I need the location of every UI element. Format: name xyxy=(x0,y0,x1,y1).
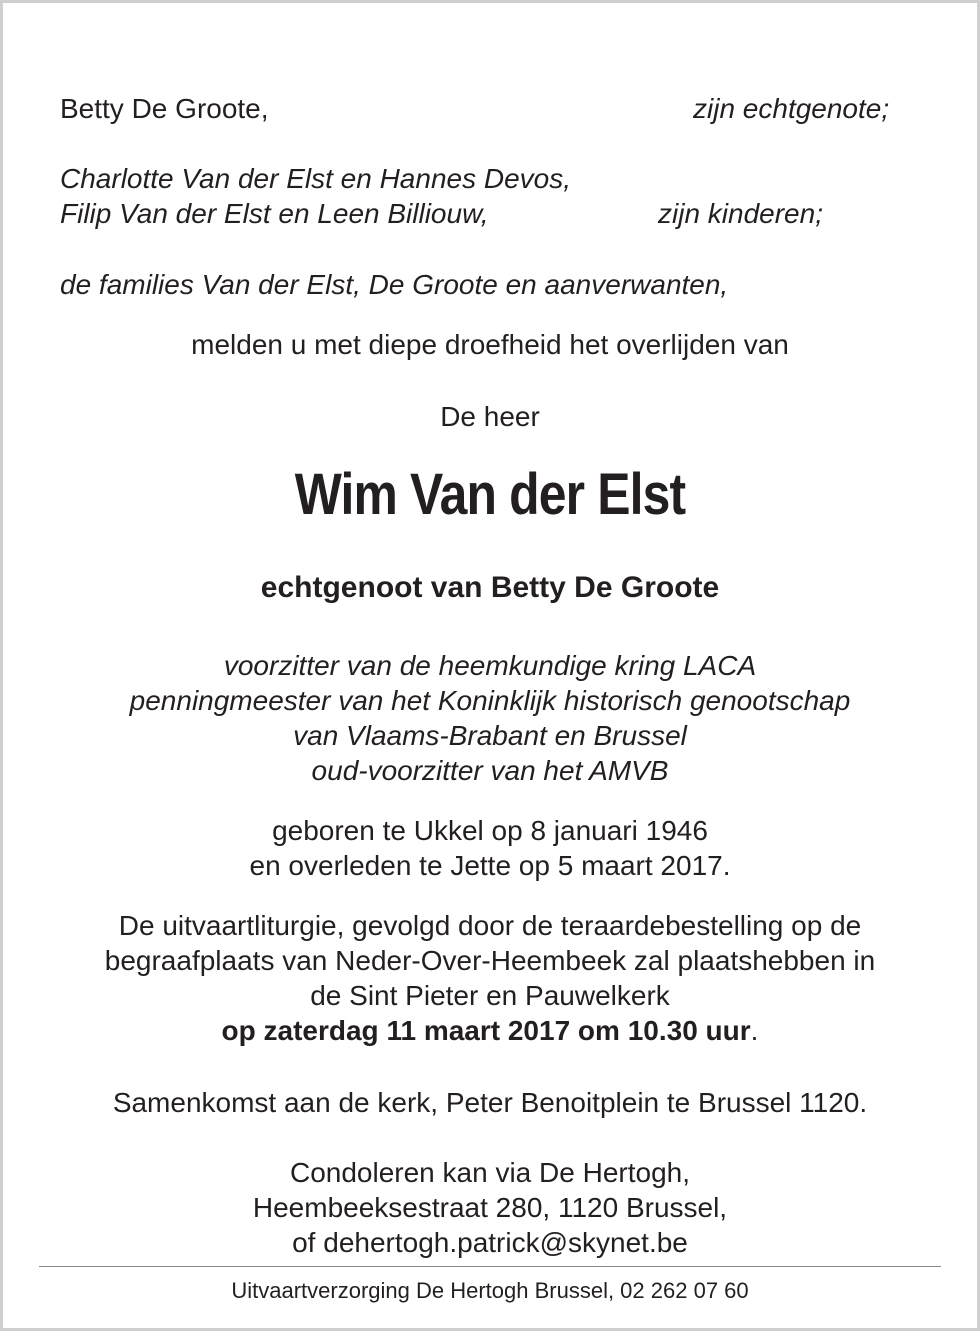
spouse-role: zijn echtgenote; xyxy=(693,93,890,124)
deceased-name: Wim Van der Elst xyxy=(294,462,686,527)
footer-divider xyxy=(39,1266,941,1267)
children-line-2: Filip Van der Elst en Leen Billiouw, xyxy=(60,198,489,229)
death-line: en overleden te Jette op 5 maart 2017. xyxy=(249,850,731,881)
subtitle: echtgenoot van Betty De Groote xyxy=(260,571,720,604)
children-line-1: Charlotte Van der Elst en Hannes Devos, xyxy=(60,163,572,194)
salutation: De heer xyxy=(440,401,540,432)
birth-line: geboren te Ukkel op 8 januari 1946 xyxy=(272,815,708,846)
funeral-line-3: de Sint Pieter en Pauwelkerk xyxy=(310,980,670,1011)
function-line-2: penningmeester van het Koninklijk historisch genootschap xyxy=(129,685,851,716)
funeral-line-2: begraafplaats van Neder-Over-Heembeek zal plaatshebben in xyxy=(104,945,876,976)
condolences-line-2: Heembeeksestraat 280, 1120 Brussel, xyxy=(252,1192,728,1223)
funeral-date xyxy=(3,1013,977,1048)
funeral-date-time: op zaterdag 11 maart 2017 om 10.30 uur xyxy=(221,1015,751,1046)
footer-text: Uitvaartverzorging De Hertogh Brussel, 02 262 07 60 xyxy=(231,1278,749,1303)
funeral-date-suffix: . xyxy=(750,1015,759,1046)
announcement: melden u met diepe droefheid het overlijden van xyxy=(191,329,789,360)
function-line-1: voorzitter van de heemkundige kring LACA xyxy=(223,650,757,681)
condolences-line-1: Condoleren kan via De Hertogh, xyxy=(289,1157,690,1188)
condolences-email: of dehertogh.patrick@skynet.be xyxy=(292,1227,688,1258)
funeral-line-1: De uitvaartliturgie, gevolgd door de teraardebestelling op de xyxy=(118,910,862,941)
gathering-line: Samenkomst aan de kerk, Peter Benoitplein te Brussel 1120. xyxy=(112,1087,868,1118)
children-role: zijn kinderen; xyxy=(658,198,823,229)
families-line: de families Van der Elst, De Groote en aanverwanten, xyxy=(60,269,729,300)
spouse-name: Betty De Groote, xyxy=(60,93,269,124)
function-line-4: oud-voorzitter van het AMVB xyxy=(311,755,669,786)
function-line-3: van Vlaams-Brabant en Brussel xyxy=(293,720,687,751)
